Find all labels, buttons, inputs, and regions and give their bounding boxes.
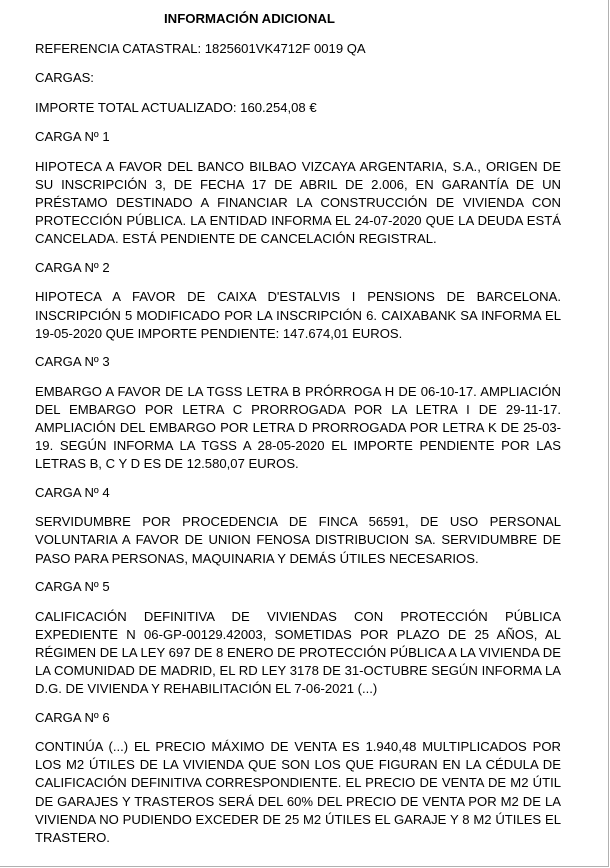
cargas-label: CARGAS: xyxy=(35,70,94,86)
carga-2-heading: CARGA Nº 2 xyxy=(35,260,110,275)
carga-6-text: CONTINÚA (...) EL PRECIO MÁXIMO DE VENTA ES 1.940,48 MULTIPLICADOS POR LOS M2 ÚTILES DE LA VIVIENDA QUE SON LOS QUE FIGURAN EN LA CÉDULA DE CALIFICACIÓN DEFINITIVA CORRESPONDIENTE. EL PRECIO DE VENTA DE M2 ÚTIL DE GARAJES Y TRASTEROS SERÁ DEL 60% DEL PRECIO DE VENTA POR M2 DE LA VIVIENDA NO PUDIENDO EXCEDER DE 25 M2 ÚTILES EL GARAJE Y 8 M2 ÚTILES EL TRASTERO. xyxy=(35,739,561,845)
carga-6-heading: CARGA Nº 6 xyxy=(35,709,110,725)
carga-5-text: CALIFICACIÓN DEFINITIVA DE VIVIENDAS CON PROTECCIÓN PÚBLICA EXPEDIENTE N 06-GP-00129.42003, SOMETIDAS POR PLAZO DE 25 AÑOS, AL RÉGIMEN DE LA LEY 697 DE 8 ENERO DE PROTECCIÓN PÚBLICA A LA VIVIENDA DE LA COMUNIDAD DE MADRID, EL RD LEY 3178 DE 31-OCTUBRE SEGÚN INFORMA LA D.G. DE VIVIENDA Y REHABILITACIÓN EL 7-06-2021 (...) xyxy=(35,608,561,697)
carga-5-heading: CARGA Nº 5 xyxy=(35,579,110,595)
carga-2-text: HIPOTECA A FAVOR DE CAIXA D'ESTALVIS I PENSIONS DE BARCELONA. INSCRIPCIÓN 5 MODIFICADO POR LA INSCRIPCIÓN 6. CAIXABANK SA INFORMA EL 19-05-2020 QUE IMPORTE PENDIENTE: 147.674,01 EUROS. xyxy=(35,289,561,341)
importe-total: IMPORTE TOTAL ACTUALIZADO: 160.254,08 € xyxy=(35,99,317,115)
carga-4-heading: CARGA Nº 4 xyxy=(35,484,110,500)
referencia-catastral: REFERENCIA CATASTRAL: 1825601VK4712F 0019 QA xyxy=(35,41,366,56)
carga-1-text: HIPOTECA A FAVOR DEL BANCO BILBAO VIZCAYA ARGENTARIA, S.A., ORIGEN DE SU INSCRIPCIÓN 3, DE FECHA 17 DE ABRIL DE 2.006, EN GARANTÍA DE UN PRÉSTAMO DESTINADO A FINANCIAR LA CONSTRUCCIÓN DE VIVIENDA CON PROTECCIÓN PÚBLICA. LA ENTIDAD INFORMA EL 24-07-2020 QUE LA DEUDA ESTÁ CANCELADA. ESTÁ PENDIENTE DE CANCELACIÓN REGISTRAL. xyxy=(35,158,561,247)
document-page xyxy=(35,10,561,857)
document-title: INFORMACIÓN ADICIONAL xyxy=(164,11,335,26)
carga-4-text: SERVIDUMBRE POR PROCEDENCIA DE FINCA 56591, DE USO PERSONAL VOLUNTARIA A FAVOR DE UNION FENOSA DISTRIBUCION SA. SERVIDUMBRE DE PASO PARA PERSONAS, MAQUINARIA Y DEMÁS ÚTILES NECESARIOS. xyxy=(35,514,561,566)
carga-3-heading: CARGA Nº 3 xyxy=(35,354,110,370)
carga-1-heading: CARGA Nº 1 xyxy=(35,129,110,145)
carga-3-text: EMBARGO A FAVOR DE LA TGSS LETRA B PRÓRROGA H DE 06-10-17. AMPLIACIÓN DEL EMBARGO POR LETRA C PRORROGADA POR LA LETRA I DE 29-11-17. AMPLIACIÓN DEL EMBARGO POR LETRA D PRORROGADA POR LETRA K DE 25-03-19. SEGÚN INFORMA LA TGSS A 28-05-2020 EL IMPORTE PENDIENTE POR LAS LETRAS B, C Y D ES DE 12.580,07 EUROS. xyxy=(35,383,561,472)
